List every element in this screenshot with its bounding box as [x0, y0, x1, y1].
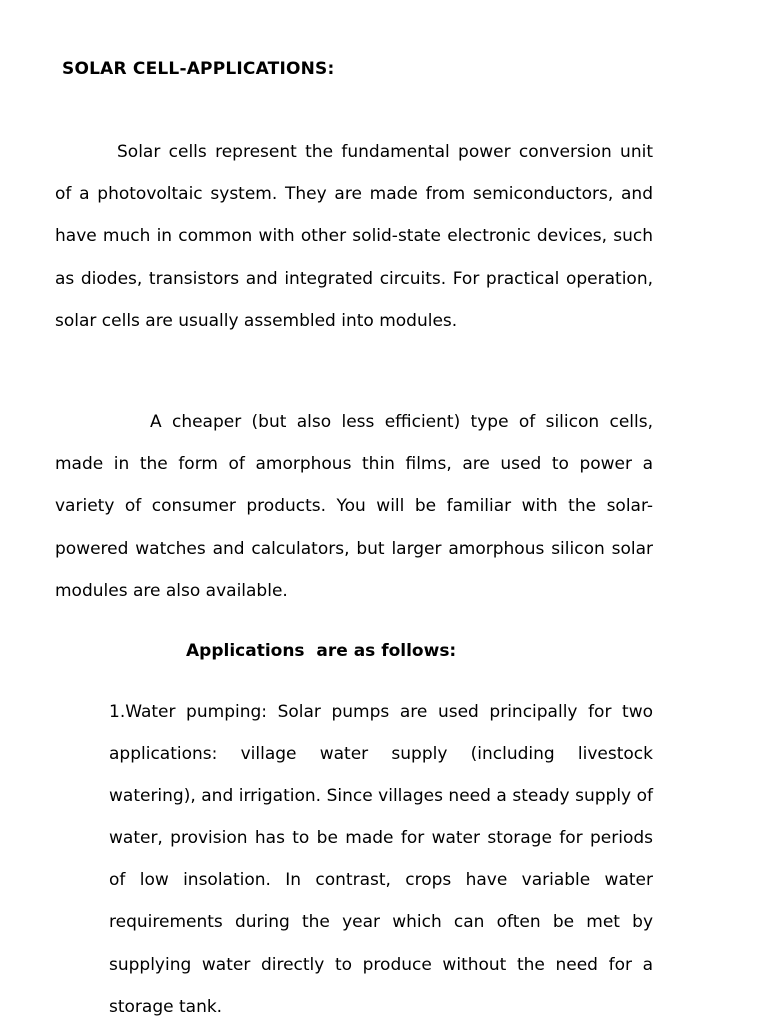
applications-subheading: Applications are as follows:	[186, 641, 457, 661]
intro-paragraph: Solar cells represent the fundamental power conversion unit of a photovoltaic system. They are made from semiconductors, and have much in common with other solid-state electronic devices, such as diodes, transistors and integrated circuits. For practical operation, solar cells are usually assembled into modules.	[55, 142, 653, 331]
applications-list	[109, 691, 653, 1028]
amorphous-silicon-paragraph: A cheaper (but also less efficient) type of silicon cells, made in the form of amorphous thin films, are used to power a variety of consumer products. You will be familiar with the solar-powered watches and calculators, but larger amorphous silicon solar modules are also available.	[55, 412, 653, 601]
document-title: SOLAR CELL-APPLICATIONS:	[62, 59, 335, 79]
list-item-water-pumping: 1.Water pumping: Solar pumps are used principally for two applications: village water supply (including livestock watering), and irrigation. Since villages need a steady supply of water, provision has to be made for water storage for periods of low insolation. In contrast, crops have variable water requirements during the year which can often be met by supplying water directly to produce without the need for a storage tank.	[109, 702, 653, 1017]
